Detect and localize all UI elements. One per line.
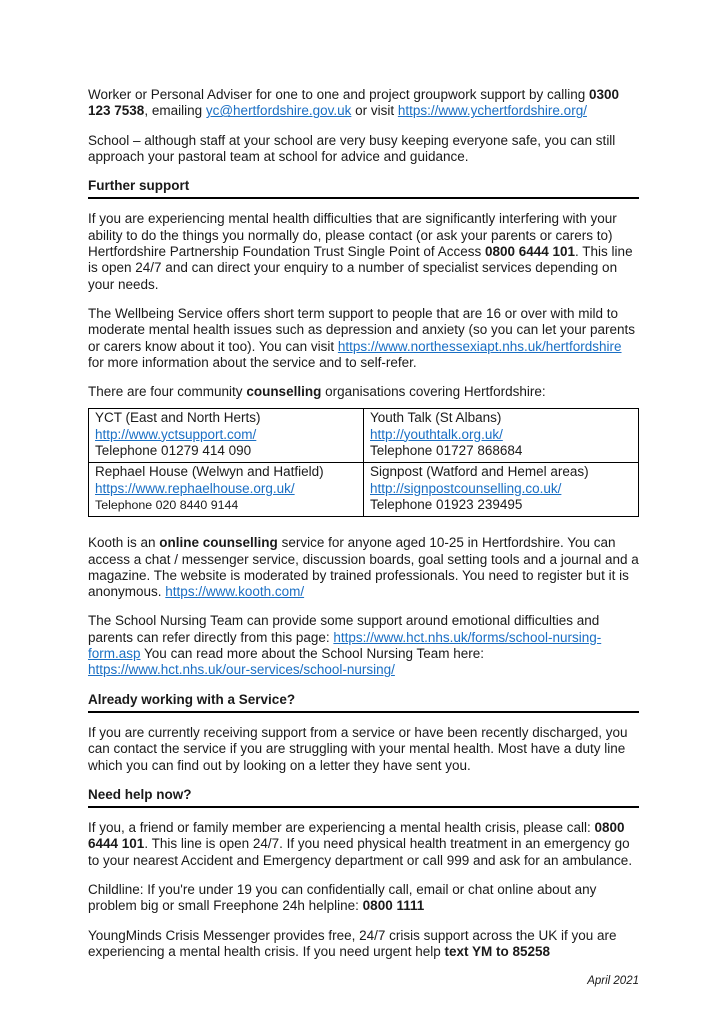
document-content bbox=[88, 87, 639, 989]
paragraph-kooth bbox=[88, 535, 639, 600]
text-run: or visit bbox=[351, 103, 398, 119]
text-run: . This line is open 24/7. If you need physical health treatment in an emergency go to your nearest Accident and Emergency department or call 999 and ask for an ambulance. bbox=[88, 836, 633, 868]
hyperlink[interactable]: https://www.northessexiapt.nhs.uk/hertfordshire bbox=[337, 338, 622, 354]
text-run: YoungMinds Crisis Messenger provides free, 24/7 crisis support across the UK if you are experiencing a mental health crisis. If you need urgent help bbox=[88, 927, 617, 959]
table-row bbox=[89, 463, 639, 517]
text-run: School – although staff at your school are very busy keeping everyone safe, you can still approach your pastoral team at school for advice and guidance. bbox=[88, 132, 616, 164]
text-run: service for anyone aged 10-25 in Hertfordshire. You can access a chat / messenger service, discussion boards, goal setting tools and a journal and a magazine. The website is moderated by trained professionals. You need to register but it is anonymous. bbox=[88, 535, 639, 600]
section-further-support bbox=[88, 178, 639, 199]
hyperlink[interactable]: https://www.ychertfordshire.org/ bbox=[397, 103, 587, 119]
bold-text: counselling bbox=[246, 384, 322, 400]
text-run: The School Nursing Team can provide some support around emotional difficulties and parents can refer directly from this page: bbox=[88, 613, 600, 645]
paragraph-school bbox=[88, 133, 639, 166]
bold-text: 0800 6444 101 bbox=[484, 244, 576, 260]
paragraph-childline bbox=[88, 882, 639, 915]
section-heading-further-support: Further support bbox=[88, 178, 190, 194]
text-run: Childline: If you're under 19 you can confidentially call, email or chat online about any problem big or small Freephone 24h helpline: bbox=[88, 881, 597, 914]
text-run: for more information about the service and to self-refer. bbox=[88, 354, 417, 370]
paragraph-adviser-contact bbox=[88, 87, 639, 120]
text-run: , emailing bbox=[144, 103, 206, 119]
org-name: YCT (East and North Herts) bbox=[95, 410, 261, 426]
text-run: You can read more about the School Nursing Team here: bbox=[140, 646, 485, 662]
text-run: organisations covering Hertfordshire: bbox=[321, 384, 546, 400]
org-phone: Telephone 01279 414 090 bbox=[95, 443, 252, 459]
org-phone: Telephone 020 8440 9144 bbox=[95, 497, 239, 512]
hyperlink[interactable]: https://www.kooth.com/ bbox=[165, 584, 305, 600]
heading-rule bbox=[88, 197, 639, 199]
bold-text: 0800 6444 101 bbox=[88, 820, 625, 852]
counselling-org-cell bbox=[89, 463, 364, 517]
org-hyperlink[interactable]: http://www.yctsupport.com/ bbox=[95, 426, 257, 442]
paragraph-counselling-intro bbox=[88, 384, 639, 400]
bold-text: 0300 123 7538 bbox=[88, 87, 620, 119]
section-heading-already-working: Already working with a Service? bbox=[88, 691, 296, 707]
paragraph-crisis-line bbox=[88, 820, 639, 869]
org-hyperlink[interactable]: http://signpostcounselling.co.uk/ bbox=[370, 480, 562, 496]
hyperlink[interactable]: https://www.hct.nhs.uk/our-services/school-nursing/ bbox=[88, 662, 395, 678]
table-row bbox=[89, 409, 639, 463]
text-run: If you are experiencing mental health difficulties that are significantly interfering with your ability to do the things you normally do, please contact (or ask your parents or carers to) Hertfordshire Partnership Foundation Trust Single Point of Access bbox=[88, 211, 617, 260]
text-run: Kooth is an bbox=[88, 535, 160, 551]
text-run: There are four community bbox=[88, 384, 247, 400]
text-run: The Wellbeing Service offers short term support to people that are 16 or over with mild to moderate mental health issues such as depression and anxiety (so you can let your parents or carers know about it too). You can visit bbox=[88, 305, 636, 354]
section-need-help-now bbox=[88, 787, 639, 808]
footer-date: April 2021 bbox=[587, 975, 639, 988]
bold-text: text YM to 85258 bbox=[444, 943, 551, 959]
counselling-org-cell bbox=[364, 409, 639, 463]
heading-rule bbox=[88, 806, 639, 808]
org-phone: Telephone 01727 868684 bbox=[370, 443, 523, 459]
section-already-working bbox=[88, 692, 639, 713]
hyperlink[interactable]: yc@hertfordshire.gov.uk bbox=[205, 103, 352, 119]
counselling-organisations-table bbox=[88, 408, 639, 517]
org-phone: Telephone 01923 239495 bbox=[370, 496, 523, 512]
org-hyperlink[interactable]: https://www.rephaelhouse.org.uk/ bbox=[95, 480, 295, 496]
heading-rule bbox=[88, 711, 639, 713]
text-run: . This line is open 24/7 and can direct your enquiry to a number of specialist services depending on your needs. bbox=[88, 244, 633, 292]
paragraph-school-nursing bbox=[88, 613, 639, 678]
paragraph-wellbeing-service bbox=[88, 306, 639, 371]
counselling-org-cell bbox=[89, 409, 364, 463]
text-run: If you, a friend or family member are experiencing a mental health crisis, please call: bbox=[88, 820, 595, 836]
org-name: Rephael House (Welwyn and Hatfield) bbox=[95, 464, 324, 480]
paragraph-single-point-of-access bbox=[88, 211, 639, 292]
text-run: Worker or Personal Adviser for one to one and project groupwork support by calling bbox=[88, 87, 590, 102]
hyperlink[interactable]: https://www.hct.nhs.uk/forms/school-nursing-form.asp bbox=[88, 629, 602, 662]
paragraph-youngminds bbox=[88, 928, 639, 961]
bold-text: 0800 1111 bbox=[362, 898, 425, 914]
bold-text: online counselling bbox=[159, 535, 278, 551]
section-heading-need-help-now: Need help now? bbox=[88, 786, 192, 802]
text-run: If you are currently receiving support from a service or have been recently discharged, you can contact the service if you are struggling with your mental health. Most have a duty line which you can find out by looking on a letter they have sent you. bbox=[88, 724, 628, 773]
counselling-org-cell bbox=[364, 463, 639, 517]
org-hyperlink[interactable]: http://youthtalk.org.uk/ bbox=[370, 426, 503, 442]
org-name: Youth Talk (St Albans) bbox=[370, 410, 502, 426]
org-name: Signpost (Watford and Hemel areas) bbox=[370, 464, 589, 480]
paragraph-existing-service bbox=[88, 725, 639, 774]
